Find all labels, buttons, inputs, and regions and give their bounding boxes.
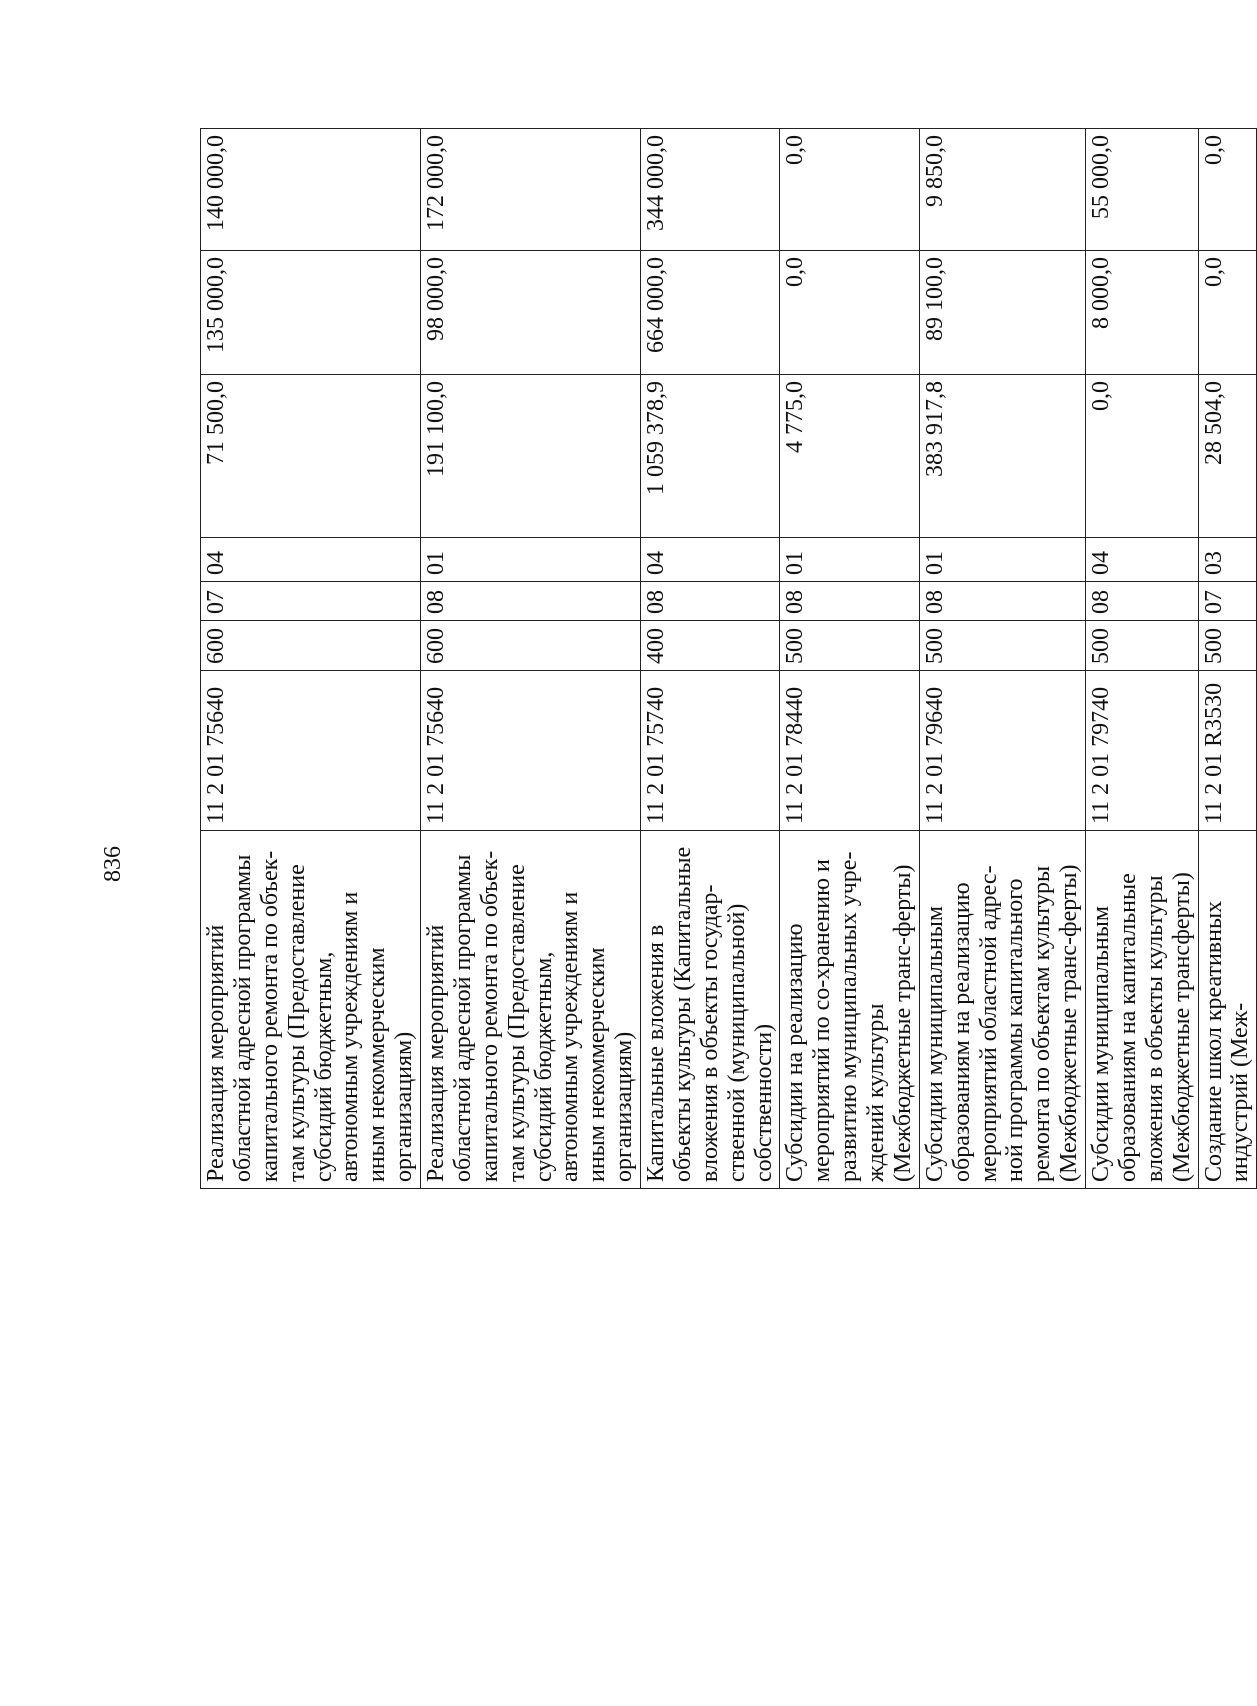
row-value-1: 4 775,0 [780, 375, 919, 538]
row-code: 11 2 01 75740 [641, 671, 780, 831]
row-value-3: 55 000,0 [1086, 129, 1199, 251]
table-row [421, 129, 641, 1189]
table-row [201, 129, 421, 1189]
row-value-1: 71 500,0 [201, 375, 421, 538]
row-vr: 400 [641, 621, 780, 671]
row-vr: 500 [1086, 621, 1199, 671]
row-name: Реализация мероприятий областной адресной программы капитального ремонта по объек-там культуры (Предоставление субсидий бюджетным, автономным учреждениям и иным некоммерческим организациям) [201, 831, 421, 1189]
row-value-3: 0,0 [780, 129, 919, 251]
table-row [780, 129, 919, 1189]
row-value-2: 8 000,0 [1086, 251, 1199, 375]
row-vr: 500 [919, 621, 1085, 671]
row-name: Реализация мероприятий областной адресной программы капитального ремонта по объек-там культуры (Предоставление субсидий бюджетным, автономным учреждениям и иным некоммерческим организациям) [421, 831, 641, 1189]
row-value-2: 0,0 [780, 251, 919, 375]
row-pr: 01 [780, 538, 919, 582]
row-code: 11 2 01 R3530 [1198, 671, 1257, 831]
row-code: 11 2 01 79640 [919, 671, 1085, 831]
row-vr: 600 [201, 621, 421, 671]
row-value-1: 191 100,0 [421, 375, 641, 538]
row-vr: 500 [1198, 621, 1257, 671]
row-value-1: 28 504,0 [1198, 375, 1257, 538]
row-value-2: 135 000,0 [201, 251, 421, 375]
row-pr: 04 [641, 538, 780, 582]
row-name: Капитальные вложения в объекты культуры (Капитальные вложения в объекты государ-ственной (муниципальной) собственности) [641, 831, 780, 1189]
row-value-1: 0,0 [1086, 375, 1199, 538]
row-value-1: 1 059 378,9 [641, 375, 780, 538]
row-rz: 07 [1198, 582, 1257, 621]
table-row [1086, 129, 1199, 1189]
row-pr: 01 [919, 538, 1085, 582]
row-vr: 500 [780, 621, 919, 671]
row-name: Субсидии муниципальным образованиям на реализацию мероприятий областной адрес-ной программы капитального ремонта по объектам культуры (Межбюджетные транс-ферты) [919, 831, 1085, 1189]
row-name: Создание школ креативных индустрий (Меж- [1198, 831, 1257, 1189]
row-code: 11 2 01 79740 [1086, 671, 1199, 831]
row-code: 11 2 01 78440 [780, 671, 919, 831]
table-row [919, 129, 1085, 1189]
row-value-3: 9 850,0 [919, 129, 1085, 251]
row-value-3: 344 000,0 [641, 129, 780, 251]
row-value-2: 664 000,0 [641, 251, 780, 375]
row-rz: 08 [421, 582, 641, 621]
row-rz: 08 [780, 582, 919, 621]
row-value-2: 0,0 [1198, 251, 1257, 375]
row-rz: 08 [1086, 582, 1199, 621]
row-value-2: 89 100,0 [919, 251, 1085, 375]
table-row [1198, 129, 1257, 1189]
row-value-2: 98 000,0 [421, 251, 641, 375]
row-rz: 08 [919, 582, 1085, 621]
table-row [641, 129, 780, 1189]
row-name: Субсидии на реализацию мероприятий по со-хранению и развитию муниципальных учре-ждений культуры (Межбюджетные транс-ферты) [780, 831, 919, 1189]
budget-table [200, 128, 1257, 1189]
budget-table-container [200, 129, 1254, 1189]
row-value-3: 172 000,0 [421, 129, 641, 251]
row-rz: 08 [641, 582, 780, 621]
row-pr: 01 [421, 538, 641, 582]
row-rz: 07 [201, 582, 421, 621]
row-value-1: 383 917,8 [919, 375, 1085, 538]
row-pr: 04 [1086, 538, 1199, 582]
row-pr: 04 [201, 538, 421, 582]
row-code: 11 2 01 75640 [201, 671, 421, 831]
row-code: 11 2 01 75640 [421, 671, 641, 831]
row-pr: 03 [1198, 538, 1257, 582]
row-vr: 600 [421, 621, 641, 671]
row-value-3: 140 000,0 [201, 129, 421, 251]
row-name: Субсидии муниципальным образованиям на капитальные вложения в объекты культуры (Межбюджетные трансферты) [1086, 831, 1199, 1189]
page-number: 836 [100, 846, 126, 882]
row-value-3: 0,0 [1198, 129, 1257, 251]
